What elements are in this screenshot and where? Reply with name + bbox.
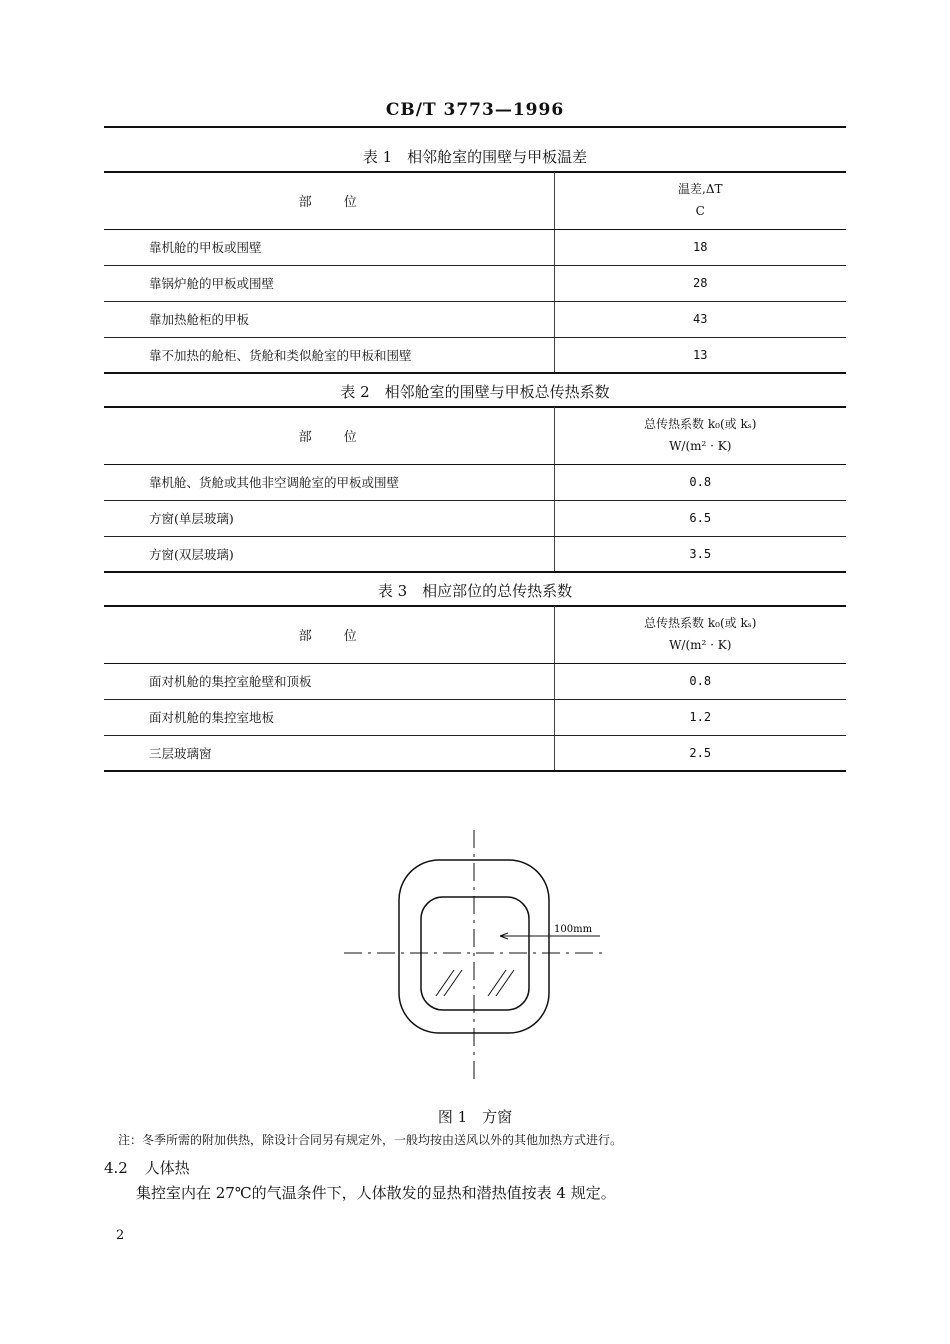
table-cell-value: 13 [554,337,846,373]
table3 [104,606,846,772]
section-number: 4.2 [104,1159,128,1177]
table-cell-location: 面对机舱的集控室舱壁和顶板 [104,663,554,699]
table-row [104,229,846,265]
table3-col2-header [554,606,846,663]
table-cell-location: 靠锅炉舱的甲板或围壁 [104,265,554,301]
table1-col1-header: 部 位 [104,172,554,229]
section-heading [104,1157,190,1178]
standard-code: CB/T 3773—1996 [385,100,565,120]
table1-caption: 表 1 相邻舱室的围壁与甲板温差 [362,148,588,166]
table-row [104,464,846,500]
table-cell-location: 方窗(单层玻璃) [104,500,554,536]
table-cell-value: 0.8 [554,464,846,500]
table-cell-location: 靠不加热的舱柜、货舱和类似舱室的甲板和围壁 [104,337,554,373]
table3-caption: 表 3 相应部位的总传热系数 [377,582,573,600]
note-text: 注：冬季所需的附加供热，除设计合同另有规定外，一般均按由送风以外的其他加热方式进行。 [118,1133,623,1147]
section-paragraph: 集控室内在 27℃的气温条件下，人体散发的显热和潜热值按表 4 规定。 [136,1184,616,1202]
table-row [104,265,846,301]
table1-col2-header-line2: C [695,204,705,219]
table2-header-row [104,407,846,464]
table2-col2-header [554,407,846,464]
table-cell-value: 6.5 [554,500,846,536]
table2-col2-header-line2: W/(m² · K) [669,439,732,454]
table2-col2-header-line1: 总传热系数 k₀(或 kₛ) [644,417,757,432]
table-cell-value: 18 [554,229,846,265]
square-window-figure [330,830,620,1080]
table1 [104,172,846,374]
dimension-label: 100mm [554,924,593,935]
table-row [104,500,846,536]
table-cell-value: 43 [554,301,846,337]
table-cell-location: 靠机舱、货舱或其他非空调舱室的甲板或围壁 [104,464,554,500]
figure1-caption: 图 1 方窗 [437,1108,513,1126]
table-cell-value: 28 [554,265,846,301]
section-title: 人体热 [144,1159,190,1177]
table-cell-location: 方窗(双层玻璃) [104,536,554,572]
table1-col2-header [554,172,846,229]
table-cell-location: 三层玻璃窗 [104,735,554,771]
table-row [104,699,846,735]
table-row [104,301,846,337]
table3-col2-header-line1: 总传热系数 k₀(或 kₛ) [644,616,757,631]
table-cell-location: 靠加热舱柜的甲板 [104,301,554,337]
glass-hatching [436,970,514,996]
table-row [104,735,846,771]
table3-col1-header: 部 位 [104,606,554,663]
table3-col2-header-line2: W/(m² · K) [669,638,732,653]
table2 [104,407,846,573]
table-cell-value: 2.5 [554,735,846,771]
table2-caption: 表 2 相邻舱室的围壁与甲板总传热系数 [340,383,610,401]
table-cell-value: 0.8 [554,663,846,699]
table2-col1-header: 部 位 [104,407,554,464]
table3-header-row [104,606,846,663]
header-rule [104,126,846,128]
table-cell-location: 靠机舱的甲板或围壁 [104,229,554,265]
table-cell-value: 1.2 [554,699,846,735]
table1-col2-header-line1: 温差,ΔT [678,182,723,197]
table-cell-location: 面对机舱的集控室地板 [104,699,554,735]
table1-header-row [104,172,846,229]
table-row [104,663,846,699]
table-row [104,337,846,373]
table-cell-value: 3.5 [554,536,846,572]
table-row [104,536,846,572]
page-number: 2 [116,1228,125,1243]
